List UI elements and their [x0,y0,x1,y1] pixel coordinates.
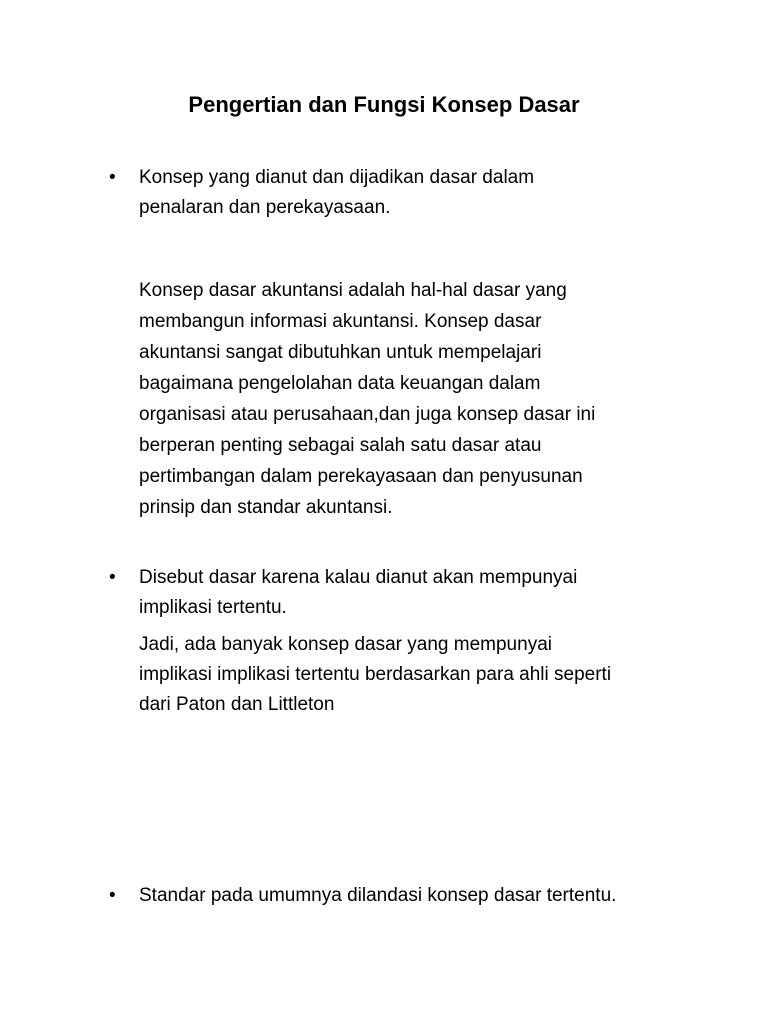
bullet-item-3 [139,881,739,911]
bullet-marker-2: • [109,567,116,588]
text-line: bagaimana pengelolahan data keuangan dalam [139,373,541,394]
text-line: berperan penting sebagai salah satu dasar atau [139,435,542,456]
text-line: akuntansi sangat dibutuhkan untuk mempelajari [139,342,542,363]
text-line: pertimbangan dalam perekayasaan dan penyusunan [139,466,583,487]
text-line: Konsep dasar akuntansi adalah hal-hal dasar yang [139,280,567,301]
text-line: Jadi, ada banyak konsep dasar yang mempunyai [139,634,552,655]
text-line: Disebut dasar karena kalau dianut akan mempunyai [139,567,578,588]
text-line: Konsep yang dianut dan dijadikan dasar dalam [139,167,535,188]
bullet-item-1 [139,163,739,223]
bullet-marker-3: • [109,885,116,906]
text-line: prinsip dan standar akuntansi. [139,497,393,518]
bullet-marker-1: • [109,167,116,188]
paragraph-konsep-dasar [139,275,739,523]
text-line: dari Paton dan Littleton [139,694,335,715]
paragraph-implikasi [139,630,739,720]
text-line: implikasi tertentu. [139,597,287,618]
text-line: Standar pada umumnya dilandasi konsep dasar tertentu. [139,885,617,906]
text-line: membangun informasi akuntansi. Konsep dasar [139,311,542,332]
text-line: implikasi implikasi tertentu berdasarkan para ahli seperti [139,664,612,685]
text-line: penalaran dan perekayasaan. [139,197,391,218]
text-line: organisasi atau perusahaan,dan juga konsep dasar ini [139,404,596,425]
bullet-item-2 [139,563,739,623]
page-title: Pengertian dan Fungsi Konsep Dasar [188,92,580,117]
